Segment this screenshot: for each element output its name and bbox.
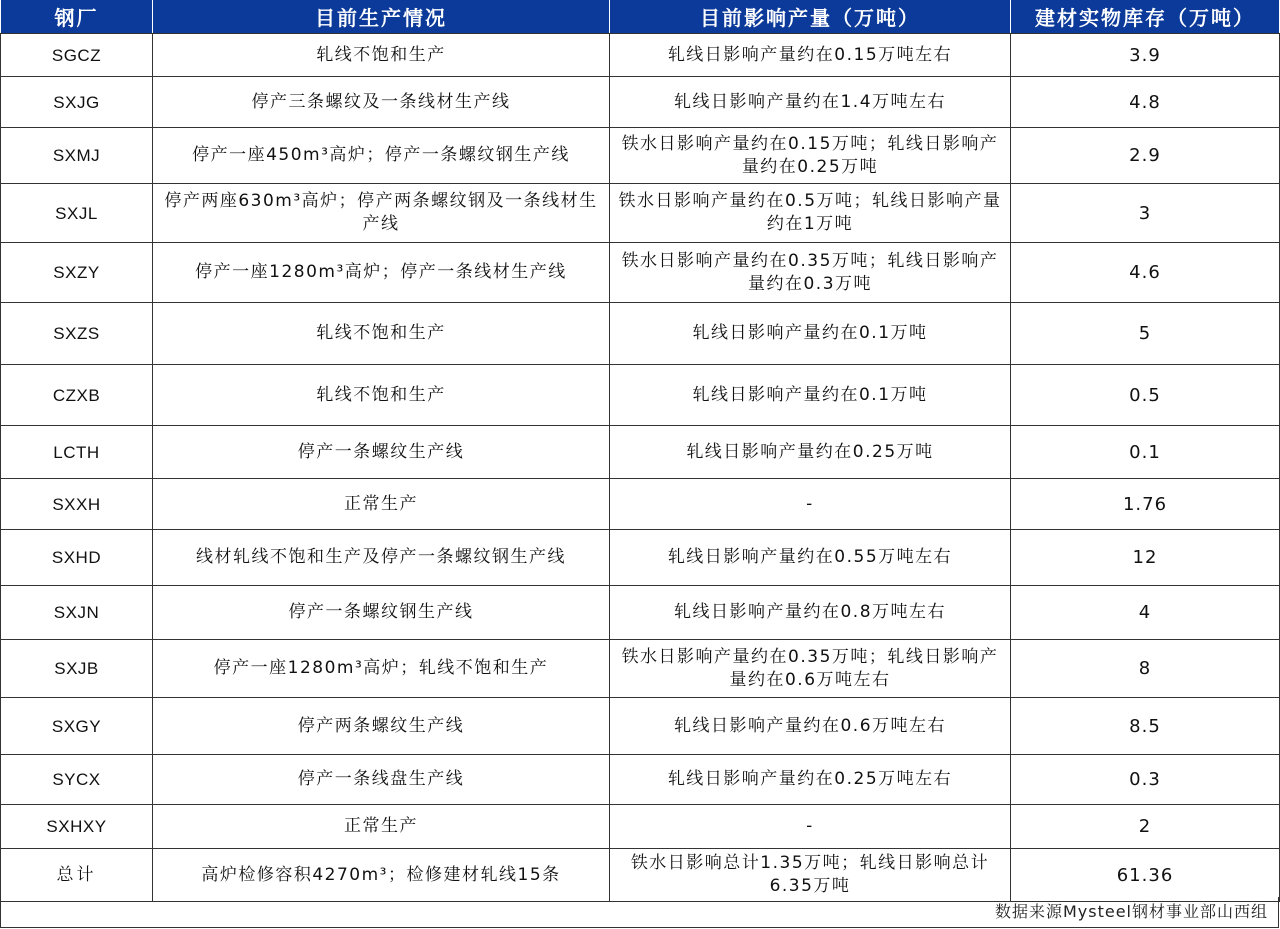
cell-impact: 轧线日影响产量约在0.55万吨左右 (610, 530, 1011, 586)
cell-inventory: 8.5 (1011, 698, 1280, 755)
source-footnote: 数据来源Mysteel钢材事业部山西组 (0, 897, 1279, 928)
cell-inventory: 1.76 (1011, 479, 1280, 530)
cell-impact: 轧线日影响产量约在0.25万吨 (610, 426, 1011, 479)
total-impact: 铁水日影响总计1.35万吨；轧线日影响总计6.35万吨 (610, 849, 1011, 902)
cell-status: 停产两条螺纹生产线 (153, 698, 610, 755)
cell-status: 停产一条螺纹钢生产线 (153, 586, 610, 640)
cell-impact: 铁水日影响产量约在0.15万吨；轧线日影响产量约在0.25万吨 (610, 128, 1011, 184)
cell-impact: 轧线日影响产量约在0.8万吨左右 (610, 586, 1011, 640)
cell-status: 线材轧线不饱和生产及停产一条螺纹钢生产线 (153, 530, 610, 586)
table-row (1, 530, 1280, 586)
cell-mill: SGCZ (1, 34, 153, 77)
cell-status: 停产一条线盘生产线 (153, 755, 610, 805)
cell-status: 停产一座1280m³高炉；轧线不饱和生产 (153, 640, 610, 698)
cell-impact: - (610, 805, 1011, 849)
table-row (1, 184, 1280, 243)
cell-mill: SXGY (1, 698, 153, 755)
total-row (1, 849, 1280, 902)
cell-inventory: 3.9 (1011, 34, 1280, 77)
header-status: 目前生产情况 (153, 0, 610, 34)
cell-status: 轧线不饱和生产 (153, 365, 610, 426)
cell-inventory: 4.6 (1011, 243, 1280, 303)
cell-status: 停产两座630m³高炉；停产两条螺纹钢及一条线材生产线 (153, 184, 610, 243)
cell-status: 停产一座450m³高炉；停产一条螺纹钢生产线 (153, 128, 610, 184)
cell-inventory: 8 (1011, 640, 1280, 698)
cell-mill: SXJN (1, 586, 153, 640)
cell-status: 轧线不饱和生产 (153, 303, 610, 365)
header-inventory: 建材实物库存（万吨） (1011, 0, 1280, 34)
cell-mill: CZXB (1, 365, 153, 426)
table-row (1, 128, 1280, 184)
cell-mill: SXHXY (1, 805, 153, 849)
table-row (1, 640, 1280, 698)
table-row (1, 365, 1280, 426)
cell-impact: 铁水日影响产量约在0.35万吨；轧线日影响产量约在0.3万吨 (610, 243, 1011, 303)
cell-impact: 轧线日影响产量约在0.25万吨左右 (610, 755, 1011, 805)
cell-inventory: 2.9 (1011, 128, 1280, 184)
table-row (1, 243, 1280, 303)
cell-mill: SXZS (1, 303, 153, 365)
header-row (1, 0, 1280, 34)
cell-status: 正常生产 (153, 479, 610, 530)
cell-mill: SXZY (1, 243, 153, 303)
cell-mill: SXJL (1, 184, 153, 243)
table-row (1, 426, 1280, 479)
cell-mill: SXMJ (1, 128, 153, 184)
cell-inventory: 0.3 (1011, 755, 1280, 805)
cell-status: 停产三条螺纹及一条线材生产线 (153, 77, 610, 128)
total-status: 高炉检修容积4270m³；检修建材轧线15条 (153, 849, 610, 902)
cell-mill: SXJG (1, 77, 153, 128)
cell-inventory: 0.1 (1011, 426, 1280, 479)
cell-inventory: 4.8 (1011, 77, 1280, 128)
cell-impact: - (610, 479, 1011, 530)
table-row (1, 77, 1280, 128)
cell-impact: 轧线日影响产量约在0.1万吨 (610, 303, 1011, 365)
cell-mill: SXJB (1, 640, 153, 698)
cell-inventory: 4 (1011, 586, 1280, 640)
cell-impact: 轧线日影响产量约在0.1万吨 (610, 365, 1011, 426)
table-row (1, 755, 1280, 805)
cell-mill: SXHD (1, 530, 153, 586)
total-label: 总计 (1, 849, 153, 902)
cell-impact: 铁水日影响产量约在0.5万吨；轧线日影响产量约在1万吨 (610, 184, 1011, 243)
table-row (1, 805, 1280, 849)
cell-inventory: 12 (1011, 530, 1280, 586)
cell-impact: 铁水日影响产量约在0.35万吨；轧线日影响产量约在0.6万吨左右 (610, 640, 1011, 698)
cell-status: 正常生产 (153, 805, 610, 849)
table-row (1, 586, 1280, 640)
cell-status: 停产一条螺纹生产线 (153, 426, 610, 479)
total-inventory: 61.36 (1011, 849, 1280, 902)
cell-inventory: 2 (1011, 805, 1280, 849)
header-mill: 钢厂 (1, 0, 153, 34)
cell-mill: SXXH (1, 479, 153, 530)
cell-impact: 轧线日影响产量约在1.4万吨左右 (610, 77, 1011, 128)
table-row (1, 698, 1280, 755)
cell-impact: 轧线日影响产量约在0.6万吨左右 (610, 698, 1011, 755)
cell-status: 轧线不饱和生产 (153, 34, 610, 77)
cell-inventory: 3 (1011, 184, 1280, 243)
table-row (1, 479, 1280, 530)
cell-inventory: 5 (1011, 303, 1280, 365)
table-row (1, 34, 1280, 77)
cell-mill: SYCX (1, 755, 153, 805)
header-impact: 目前影响产量（万吨） (610, 0, 1011, 34)
cell-impact: 轧线日影响产量约在0.15万吨左右 (610, 34, 1011, 77)
cell-inventory: 0.5 (1011, 365, 1280, 426)
cell-status: 停产一座1280m³高炉；停产一条线材生产线 (153, 243, 610, 303)
cell-mill: LCTH (1, 426, 153, 479)
table-row (1, 303, 1280, 365)
